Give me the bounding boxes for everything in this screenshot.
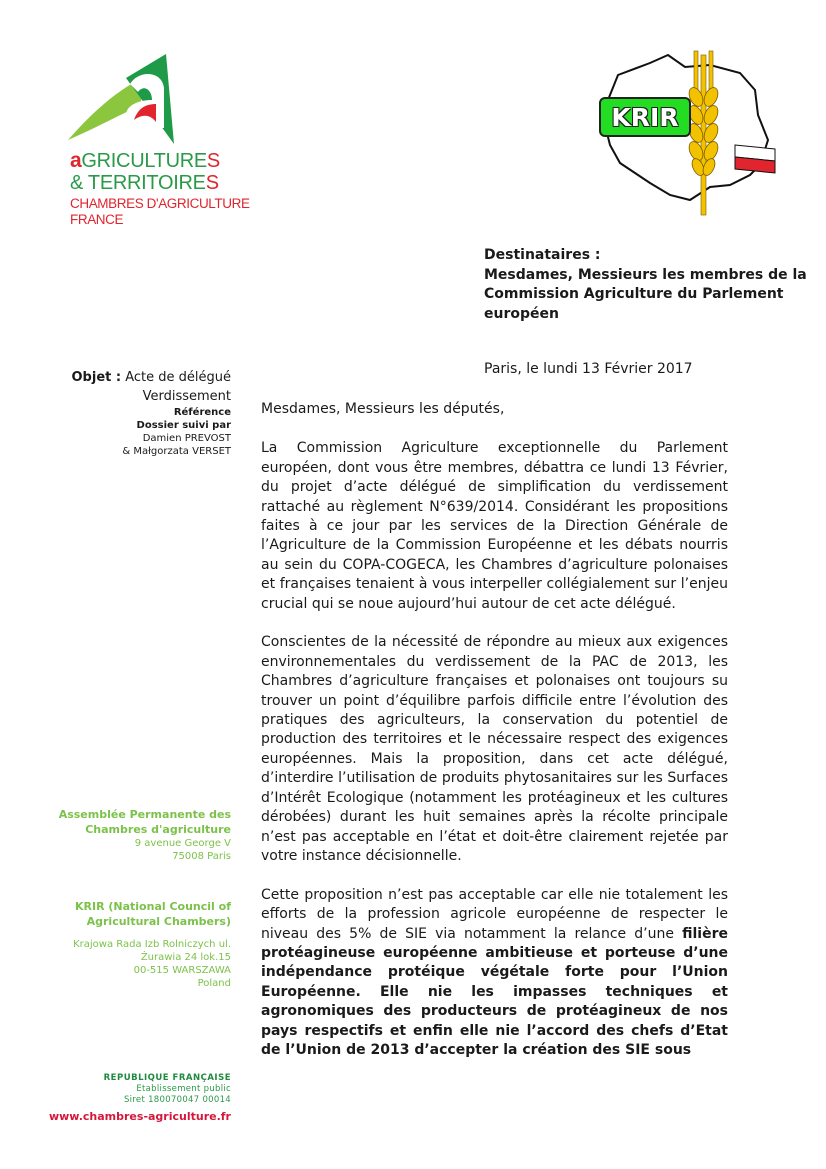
krir-address-line: Żurawia 24 lok.15: [140, 952, 231, 963]
subject-value: Acte de délégué: [125, 370, 231, 385]
paragraph: Conscientes de la nécessité de répondre au mieux aux exigences environnementales du verdissement de la PAC de 2013, les Chambres d’agriculture françaises et polonaises ont toujours su trouver un point d’équilibre parfois difficile entre l’évolution des pratiques des agriculteurs, la conservation du potentiel de production des territoires et le nécessaire respect des exigences européennes. Mais la proposition, dans cet acte délégué, d’interdire l’utilisation de produits phytosanitaires sur les Surfaces d’Intérêt Ecologique (notamment les protéagineux et les cultures dérobées) durant les huit semaines après la récolte principale n’est pas acceptable en l’état et doit-être clairement rejetée par votre instance décisionnelle.: [261, 634, 728, 864]
apca-city: 75008 Paris: [172, 851, 231, 862]
krir-name: KRIR (National Council of: [74, 900, 231, 913]
krir-badge: KRIR: [599, 97, 691, 137]
krir-address-line: Poland: [197, 978, 231, 989]
logo-line-agricultures: aGRICULTURES: [70, 149, 220, 172]
paragraph-text: Cette proposition n’est pas acceptable car elle nie totalement les efforts de la profession agricole européenne de respecter le niveau des 5% de SIE via notamment la relance d’une: [261, 886, 728, 942]
apca-name: Assemblée Permanente des: [58, 808, 231, 821]
krir-address-line: Krajowa Rada Izb Rolniczych ul.: [73, 939, 231, 950]
logo-line-chambres: CHAMBRES D'AGRICULTURE: [70, 196, 250, 211]
subject-value-2: Verdissement: [142, 389, 231, 404]
krir-name: Agricultural Chambers): [86, 915, 231, 928]
republique-francaise-block: [40, 1073, 231, 1106]
agricultures-a-emblem-icon: [66, 48, 186, 148]
agricultures-territoires-logo: [66, 48, 250, 233]
dossier-label: Dossier suivi par: [136, 420, 231, 431]
krir-logo: [590, 45, 780, 220]
paragraph: [261, 886, 728, 1061]
logo-line-france: FRANCE: [70, 212, 124, 227]
krir-address: [40, 899, 231, 990]
republique-title: REPUBLIQUE FRANÇAISE: [103, 1073, 231, 1083]
apca-street: 9 avenue George V: [134, 838, 231, 849]
dossier-person: & Małgorzata VERSET: [122, 446, 231, 457]
salutation: Mesdames, Messieurs les députés,: [261, 401, 505, 417]
paragraph: La Commission Agriculture exceptionnelle du Parlement européen, dont vous être membres, débattra ce lundi 13 Février, du projet d’acte délégué de simplification du verdissement rattaché au règlement N°639/2014. Considérant les propositions faites à ce jour par les services de la Direction Générale de l’Agriculture de la Commission Européenne et les débats nourris au sein du COPA-COGECA, les Chambres d’agriculture polonaises et françaises tenaient à vous interpeller collégialement sur l’enjeu crucial qui se noue aujourd’hui autour de cet acte délégué.: [261, 440, 728, 612]
dossier-person: Damien PREVOST: [142, 433, 231, 444]
krir-address-line: 00-515 WARSZAWA: [133, 965, 231, 976]
paragraph-emphasis: filière protéagineuse européenne ambitieuse et porteuse d’une indépendance protéique végétale forte pour l’Union Européenne. Elle nie les impasses techniques et agronomiques des producteurs de protéagineux de nos pays respectifs et enfin elle nie l’accord des chefs d’Etat de l’Union de 2013 d’accepter la création des SIE sous: [261, 925, 728, 1058]
apca-address: [40, 807, 231, 863]
letter-body: [261, 400, 728, 1080]
subject-block: [40, 368, 231, 458]
website-link[interactable]: www.chambres-agriculture.fr: [48, 1110, 231, 1123]
republique-line: Etablissement public: [136, 1084, 231, 1094]
recipients-label: Destinataires :: [484, 247, 601, 263]
recipients-line: Mesdames, Messieurs les membres de la: [484, 266, 807, 283]
recipients-line: Commission Agriculture du Parlement: [484, 286, 784, 302]
subject-line: [40, 368, 231, 387]
subject-label: Objet :: [71, 370, 122, 385]
logo-line-territoires: & TERRITOIRES: [70, 172, 219, 194]
recipients-block: [484, 246, 814, 324]
recipients-line: européen: [484, 305, 559, 322]
apca-name: Chambres d'agriculture: [85, 823, 231, 836]
republique-siret: Siret 180070047 00014: [123, 1095, 231, 1105]
reference-label: Référence: [173, 407, 231, 418]
letter-date: Paris, le lundi 13 Février 2017: [484, 361, 693, 377]
